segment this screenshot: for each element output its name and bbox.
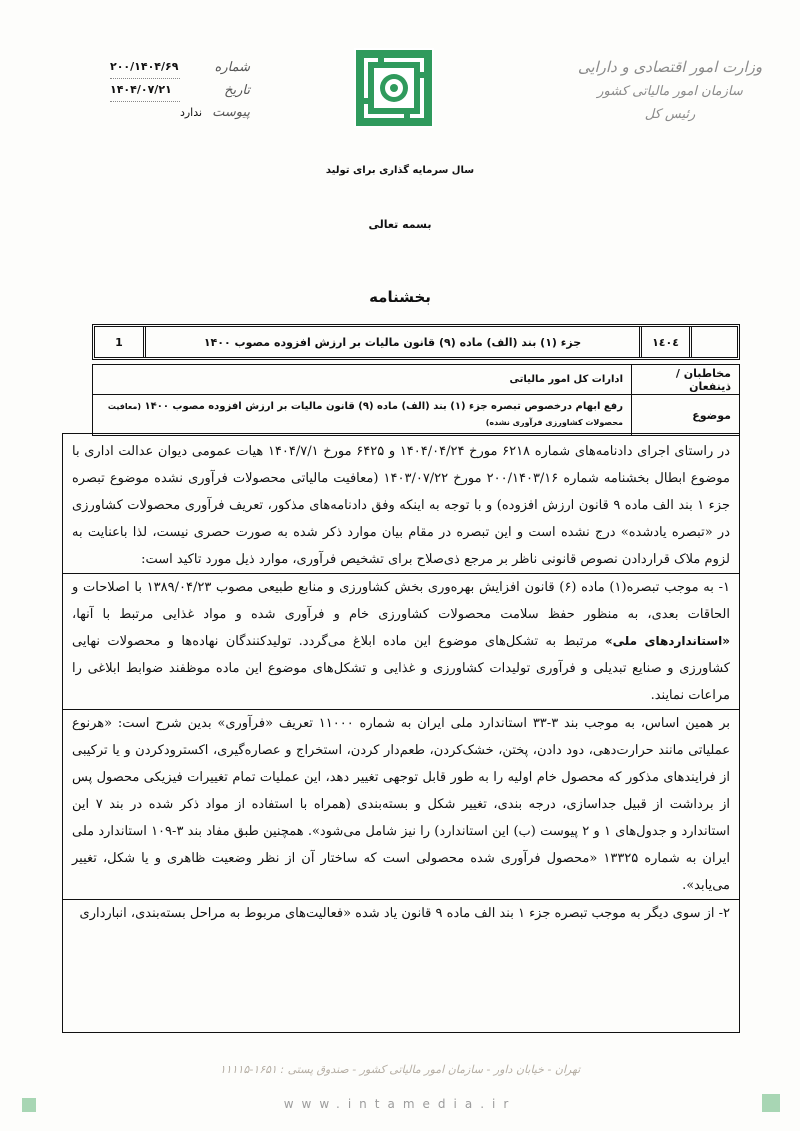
attachment-value: ندارد [179, 106, 203, 119]
ministry-line3: رئیس کل [644, 107, 696, 122]
number-row [110, 56, 250, 79]
recipients-label: مخاطبان / ذینفعان [631, 365, 739, 394]
attachment-row [110, 102, 250, 124]
year-slogan: سال سرمایه گذاری برای تولید [325, 165, 475, 176]
subject-value: رفع ابهام درخصوص تبصره جزء (۱) بند (الف) ماده (۹) قانون مالیات بر ارزش افزوده مصوب ۱۴۰۰ [144, 401, 623, 412]
reference-empty-cell [689, 327, 737, 357]
letter-body [62, 433, 740, 1033]
tax-organization-emblem-icon [352, 46, 436, 130]
footer-address: تهران - خیابان داور - سازمان امور مالیاتی کشور - صندوق پستی : ۱۶۵۱-۱۱۱۱۵ [219, 1063, 581, 1076]
ministry-header [570, 58, 770, 122]
reference-number: 1 [115, 335, 123, 349]
body-paragraph-3: بر همین اساس، به موجب بند ۳-۳۳ استاندارد ملی ایران به شماره ۱۱۰۰۰ تعریف «فرآوری» بدین شرح است: «هرنوع عملیاتی مانند حرارت‌دهی، دود دادن، پختن، خشک‌کردن، طعم‌دار کردن، استخراج و عصاره‌گیری، اکسترودکردن و یا ترکیبی از فرایندهای مذکور که محصول خام اولیه را به طور قابل توجهی تغییر دهد، این عملیات تمام تغییرات فیزیکی محصول پس از برداشت از قبیل جداسازی، درجه بندی، تغییر شکل و بسته‌بندی (همراه با استفاده از مواد ذکر شده در بند ۷ این استاندارد و جدول‌های ۱ و ۲ پیوست (ب) این استاندارد) را نیز شامل می‌شود». همچنین طبق مفاد بند ۳-۱۰۹ استاندارد ملی ایران به شماره ۱۳۳۲۵ «محصول فرآوری شده محصولی است که ساختار آن از نظر وضعیت ظاهری و یا شکل، تغییر می‌یابد». [63, 710, 739, 900]
recipients-value: ادارات کل امور مالیاتی [509, 373, 623, 385]
recipient-table [92, 364, 740, 436]
date-row [110, 79, 250, 102]
footer-website: www.intamedia.ir [283, 1097, 517, 1111]
subject-label: موضوع [631, 395, 739, 435]
body-paragraph-2-end: مرتبط به تشکل‌های موضوع این ماده ابلاغ می‌گردد. تولیدکنندگان نهاده‌ها و محصولات نهایی کشاورزی و صنایع تبدیلی و فرآوری تولیدات کشاورزی و غذایی و تشکل‌های موضوع این ماده موظفند ضوابط ابلاغی را مراعات نمایند. [72, 634, 730, 703]
ministry-line1: وزارت امور اقتصادی و دارایی [577, 58, 763, 76]
body-paragraph-2-start: ۱- به موجب تبصره(۱) ماده (۶) قانون افزایش بهره‌وری بخش کشاورزی و منابع طبیعی مصوب ۱۳۸۹/۰۴/۲۳ با اصلاحات و الحاقات بعدی، به منظور حفظ سلامت محصولات کشاورزی خام و فرآوری شده و مواد غذایی مرتبط با آنها، [72, 580, 731, 622]
reference-bar [92, 324, 740, 360]
number-label: شماره [214, 59, 250, 75]
ministry-line2: سازمان امور مالیاتی کشور [597, 84, 743, 99]
footer-square-right [762, 1094, 780, 1112]
date-value: ۱۴۰۴/۰۷/۲۱ [110, 79, 180, 102]
body-paragraph-4: ۲- از سوی دیگر به موجب تبصره جزء ۱ بند الف ماده ۹ قانون یاد شده «فعالیت‌های مربوط به مراحل بسته‌بندی، انبارداری [79, 906, 730, 921]
subject-note: (معافیت محصولات کشاورزی فرآوری نشده) [107, 402, 623, 427]
recipients-row [93, 365, 739, 395]
reference-year: ۱٤۰٤ [639, 327, 689, 357]
attachment-label: پیوست [212, 105, 250, 120]
document-title: بخشنامه [369, 288, 431, 306]
body-paragraph-2 [63, 574, 739, 710]
subject-value-cell [93, 395, 631, 435]
basmala: بسمه تعالی [368, 218, 432, 231]
subject-row [93, 395, 739, 436]
national-standards-highlight: «استانداردهای ملی» [604, 634, 730, 648]
number-value: ۲۰۰/۱۴۰۴/۶۹ [110, 56, 180, 79]
date-label: تاریخ [224, 82, 250, 98]
letter-meta [110, 56, 250, 124]
reference-subject: جزء (۱) بند (الف) ماده (۹) قانون مالیات بر ارزش افزوده مصوب ۱۴۰۰ [143, 327, 639, 357]
body-paragraph-1: در راستای اجرای دادنامه‌های شماره ۶۲۱۸ مورخ ۱۴۰۴/۰۴/۲۴ و ۶۴۲۵ مورخ ۱۴۰۴/۷/۱ هیات عمومی دیوان عدالت اداری با موضوع ابطال بخشنامه شماره ۲۰۰/۱۴۰۳/۱۶ مورخ ۱۴۰۳/۰۷/۲۲ (معافیت مالیاتی محصولات فرآوری نشده موضوع تبصره جزء ۱ بند الف ماده ۹ قانون ارزش افزوده) و با توجه به اینکه وفق دادنامه‌های مذکور، تعریف فرآوری محصولات کشاورزی در «تبصره یادشده» درج نشده است و این تبصره در مقام بیان موارد ذکر شده به صورت حصری نیست، لذا باعنایت به لزوم ملاک قراردادن نصوص قانونی ناظر بر مرجع ذی‌صلاح برای تشخیص فرآوری، موارد ذیل مورد تاکید است: [63, 438, 739, 574]
